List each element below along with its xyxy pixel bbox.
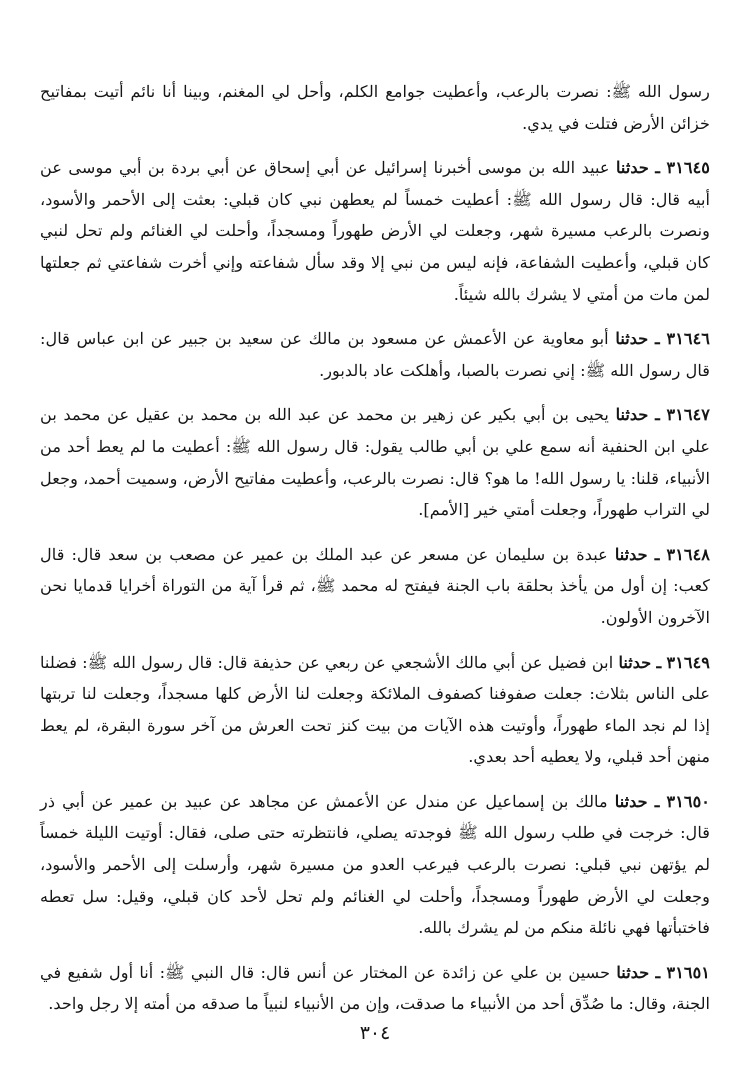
separator-dash: ـ xyxy=(656,652,662,672)
hadith-number: ٣١٦٥١ xyxy=(666,962,710,982)
hadith-opener: حدثنا xyxy=(618,652,652,672)
hadith-31645 xyxy=(40,152,710,310)
paragraph-text: رسول الله ﷺ: نصرت بالرعب، وأعطيت جوامع الكلم، وأحل لي المغنم، وبينا أنا نائم أتيت بمفاتيح خزائن الأرض فتلت في يدي. xyxy=(40,82,710,133)
page-number: ٣٠٤ xyxy=(359,1022,391,1044)
hadith-31651 xyxy=(40,957,710,1020)
hadith-opener: حدثنا xyxy=(614,544,648,564)
separator-dash: ـ xyxy=(655,962,661,982)
hadith-text: عبدة بن سليمان عن مسعر عن عبد الملك بن عمير عن مصعب بن سعد قال: قال كعب: إن أول من يأخذ بحلقة باب الجنة فيفتح له محمد ﷺ، ثم قرأ آية من التوراة أخرايا قدمايا نحن الآخرون الأولون. xyxy=(40,544,710,627)
hadith-number: ٣١٦٤٥ xyxy=(666,158,710,178)
hadith-text: أبو معاوية عن الأعمش عن مسعود بن مالك عن سعيد بن جبير عن ابن عباس قال: قال رسول الله ﷺ: إني نصرت بالصبا، وأهلكت عاد بالدبور. xyxy=(40,329,710,380)
hadith-text: مالك بن إسماعيل عن مندل عن الأعمش عن مجاهد عن عبيد بن عمير عن أبي ذر قال: خرجت في طلب رسول الله ﷺ فوجدته يصلي، فانتظرته حتى صلى، فقال: أوتيت الليلة خمساً لم يؤتهن نبي قبلي: نصرت بالرعب فيرعب العدو من مسيرة شهر، وأرسلت إلى الأحمر والأسود، وجعلت لي الأرض طهوراً ومسجداً، وأحلت لي الغنائم ولم تحل لأحد كان قبلي، وقيل: سل تعطه فاختبأتها فهي نائلة منكم من لم يشرك بالله. xyxy=(40,791,710,938)
hadith-31646 xyxy=(40,323,710,386)
hadith-text: ابن فضيل عن أبي مالك الأشجعي عن ربعي عن حذيفة قال: قال رسول الله ﷺ: فضلنا على الناس بثلاث: جعلت صفوفنا كصفوف الملائكة وجعلت لنا الأرض كلها مسجداً، وجعلت لنا تربتها إذا لم نجد الماء طهوراً، وأوتيت هذه الآيات من بيت كنز تحت العرش من آخر سورة البقرة، لم يعط منهن أحد قبلي، ولا يعطيه أحد بعدي. xyxy=(40,652,710,767)
hadith-opener: حدثنا xyxy=(616,158,649,178)
hadith-number: ٣١٦٤٩ xyxy=(666,652,711,672)
separator-dash: ـ xyxy=(655,329,660,349)
separator-dash: ـ xyxy=(654,791,660,811)
hadith-number: ٣١٦٥٠ xyxy=(666,791,711,811)
page-body xyxy=(40,76,710,1033)
hadith-opener: حدثنا xyxy=(616,962,650,982)
hadith-number: ٣١٦٤٧ xyxy=(666,405,711,425)
hadith-number: ٣١٦٤٦ xyxy=(666,329,710,349)
hadith-opener: حدثنا xyxy=(614,791,648,811)
paragraph-continuation xyxy=(40,76,710,139)
hadith-text: عبيد الله بن موسى أخبرنا إسرائيل عن أبي إسحاق عن أبي بردة بن أبي موسى عن أبيه قال: قال رسول الله ﷺ: أعطيت خمساً لم يعطهن نبي كان قبلي: بعثت إلى الأحمر والأسود، ونصرت بالرعب مسيرة شهر، وجعلت لي الأرض طهوراً ومسجداً، وأحلت لي الغنائم ولم تحل لنبي كان قبلي، وأعطيت الشفاعة، فإنه ليس من نبي إلا وقد سأل شفاعته وإني أخرت شفاعتي ثم جعلتها لمن مات من أمتي لا يشرك بالله شيئاً. xyxy=(40,158,710,304)
hadith-opener: حدثنا xyxy=(615,405,649,425)
hadith-31650 xyxy=(40,786,710,944)
hadith-31647 xyxy=(40,399,710,525)
separator-dash: ـ xyxy=(654,544,660,564)
hadith-number: ٣١٦٤٨ xyxy=(666,544,711,564)
hadith-opener: حدثنا xyxy=(615,329,649,349)
hadith-31649 xyxy=(40,647,710,773)
hadith-text: يحيى بن أبي بكير عن زهير بن محمد عن عبد الله بن محمد بن عقيل عن محمد بن علي ابن الحنفية أنه سمع علي بن أبي طالب يقول: قال رسول الله ﷺ: أعطيت ما لم يعط أحد من الأنبياء، قلنا: يا رسول الله! ما هو؟ قال: نصرت بالرعب، وأعطيت مفاتيح الأرض، وسميت أحمد، وجعل لي التراب طهوراً، وجعلت أمتي خير [الأمم]. xyxy=(40,405,710,520)
separator-dash: ـ xyxy=(655,405,660,425)
hadith-text: حسين بن علي عن زائدة عن المختار عن أنس قال: قال النبي ﷺ: أنا أول شفيع في الجنة، وقال: ما صُدِّق أحد من الأنبياء ما صدقت، وإن من الأنبياء لنبياً ما صدقه من أمته إلا رجل واحد. xyxy=(40,962,710,1014)
hadith-31648 xyxy=(40,539,710,634)
separator-dash: ـ xyxy=(655,158,661,178)
